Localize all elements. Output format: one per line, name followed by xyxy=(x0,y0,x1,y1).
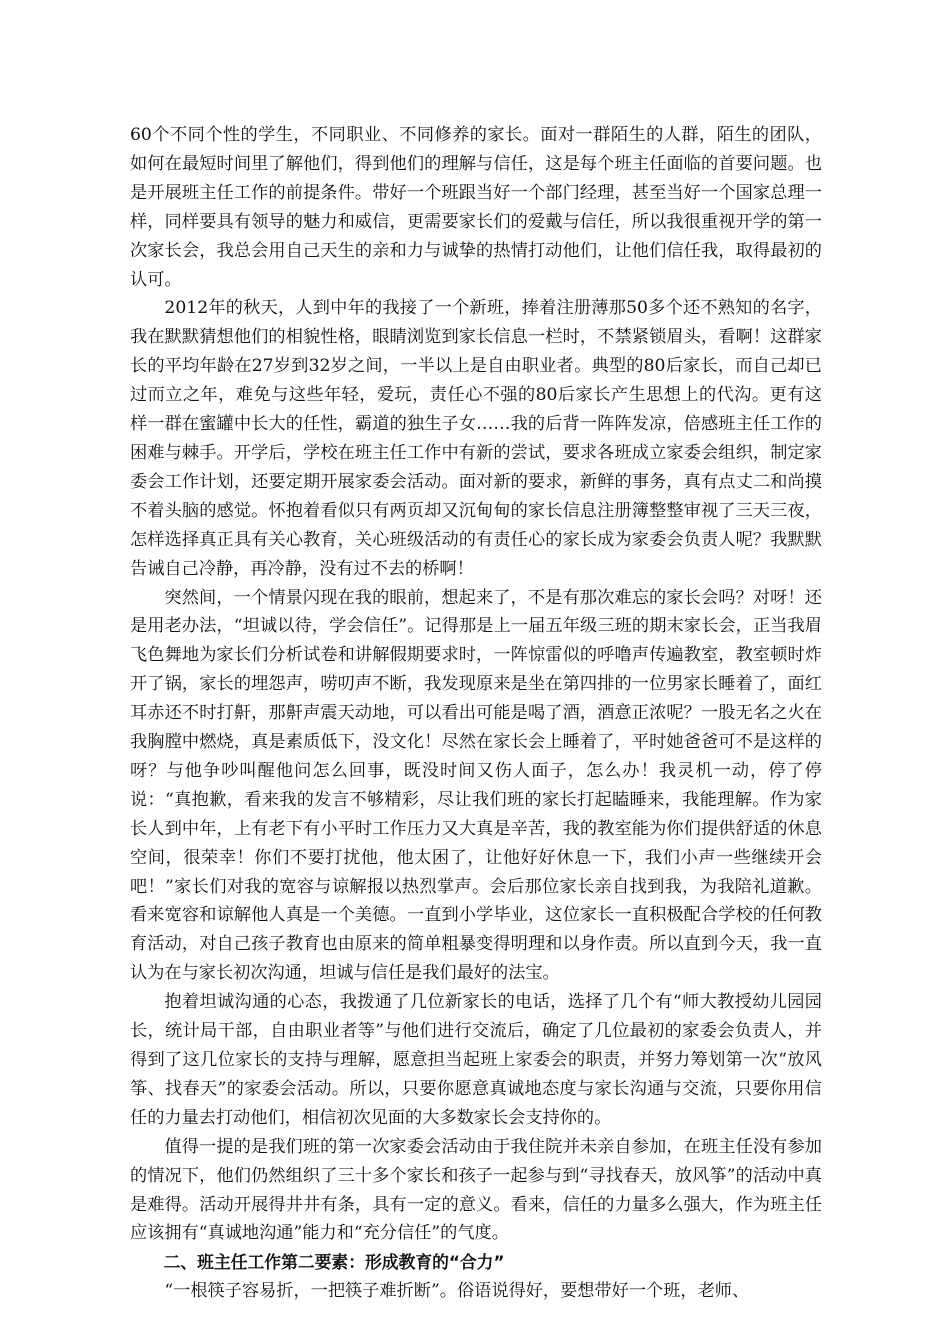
document-page xyxy=(130,121,822,1306)
paragraph-6: “一根筷子容易折，一把筷子难折断”。俗语说得好，要想带好一个班，老师、 xyxy=(164,1281,750,1302)
paragraph-1: 60个不同个性的学生，不同职业、不同修养的家长。面对一群陌生的人群，陌生的团队，如何在最短时间里了解他们，得到他们的理解与信任，这是每个班主任面临的首要问题。也是开展班主任工作的前提条件。带好一个班跟当好一个部门经理，甚至当好一个国家总理一样，同样要具有领导的魅力和威信，更需要家长们的爱戴与信任，所以我很重视开学的第一次家长会，我总会用自己天生的亲和力与诚挚的热情打动他们，让他们信任我，取得最初的认可。 xyxy=(130,125,822,290)
paragraph-3: 突然间，一个情景闪现在我的眼前，想起来了，不是有那次难忘的家长会吗？对呀！还是用老办法，“坦诚以待，学会信任”。记得那是上一届五年级三班的期末家长会，正当我眉飞色舞地为家长们分析试卷和讲解假期要求时，一阵惊雷似的呼噜声传遍教室，教室顿时炸开了锅，家长的埋怨声，唠叨声不断，我发现原来是坐在第四排的一位男家长睡着了，面红耳赤还不时打鼾，那鼾声震天动地，可以看出可能是喝了酒，酒意正浓呢？一股无名之火在我胸膛中燃烧，真是素质低下，没文化！尽然在家长会上睡着了，平时她爸爸可不是这样的呀？与他争吵叫醒他问怎么回事，既没时间又伤人面子，怎么办！我灵机一动，停了停说：“真抱歉，看来我的发言不够精彩，尽让我们班的家长打起瞌睡来，我能理解。作为家长人到中年，上有老下有小平时工作压力又大真是辛苦，我的教室能为你们提供舒适的休息空间，很荣幸！你们不要打扰他，他太困了，让他好好休息一下，我们小声一些继续开会吧！”家长们对我的宽容与谅解报以热烈掌声。会后那位家长亲自找到我，为我陪礼道歉。看来宽容和谅解他人真是一个美德。一直到小学毕业，这位家长一直积极配合学校的任何教育活动，对自己孩子教育也由原来的简单粗暴变得明理和以身作责。所以直到今天，我一直认为在与家长初次沟通，坦诚与信任是我们最好的法宝。 xyxy=(130,587,822,984)
paragraph-5: 值得一提的是我们班的第一次家委会活动由于我住院并未亲自参加，在班主任没有参加的情况下，他们仍然组织了三十多个家长和孩子一起参与到“寻找春天，放风筝”的活动中真是难得。活动开展得井井有条，具有一定的意义。看来，信任的力量多么强大，作为班主任应该拥有“真诚地沟通”能力和“充分信任”的气度。 xyxy=(130,1136,822,1244)
section-heading: 二、班主任工作第二要素：形成教育的“合力” xyxy=(163,1252,505,1273)
paragraph-2: 2012年的秋天，人到中年的我接了一个新班，捧着注册薄那50多个还不熟知的名字，我在默默猜想他们的相貌性格，眼睛浏览到家长信息一栏时，不禁紧锁眉头，看啊！这群家长的平均年龄在27岁到32岁之间，一半以上是自由职业者。典型的80后家长，而自己却已过而立之年，难免与这些年轻，爱玩，责任心不强的80后家长产生思想上的代沟。更有这样一群在蜜罐中长大的任性，霸道的独生子女……我的后背一阵阵发凉，倍感班主任工作的困难与棘手。开学后，学校在班主任工作中有新的尝试，要求各班成立家委会组织，制定家委会工作计划，还要定期开展家委会活动。面对新的要求，新鲜的事务，真有点丈二和尚摸不着头脑的感觉。怀抱着看似只有两页却又沉甸甸的家长信息注册簿整整审视了三天三夜，怎样选择真正具有关心教育，关心班级活动的有责任心的家长成为家委会负责人呢？我默默告诫自己冷静，再冷静，没有过不去的桥啊！ xyxy=(130,298,822,579)
paragraph-4: 抱着坦诚沟通的心态，我拨通了几位新家长的电话，选择了几个有“师大教授幼儿园园长，统计局干部，自由职业者等”与他们进行交流后，确定了几位最初的家委会负责人，并得到了这几位家长的支持与理解，愿意担当起班上家委会的职责，并努力筹划第一次“放风筝、找春天”的家委会活动。所以，只要你愿意真诚地态度与家长沟通与交流，只要你用信任的力量去打动他们，相信初次见面的大多数家长会支持你的。 xyxy=(130,992,822,1128)
